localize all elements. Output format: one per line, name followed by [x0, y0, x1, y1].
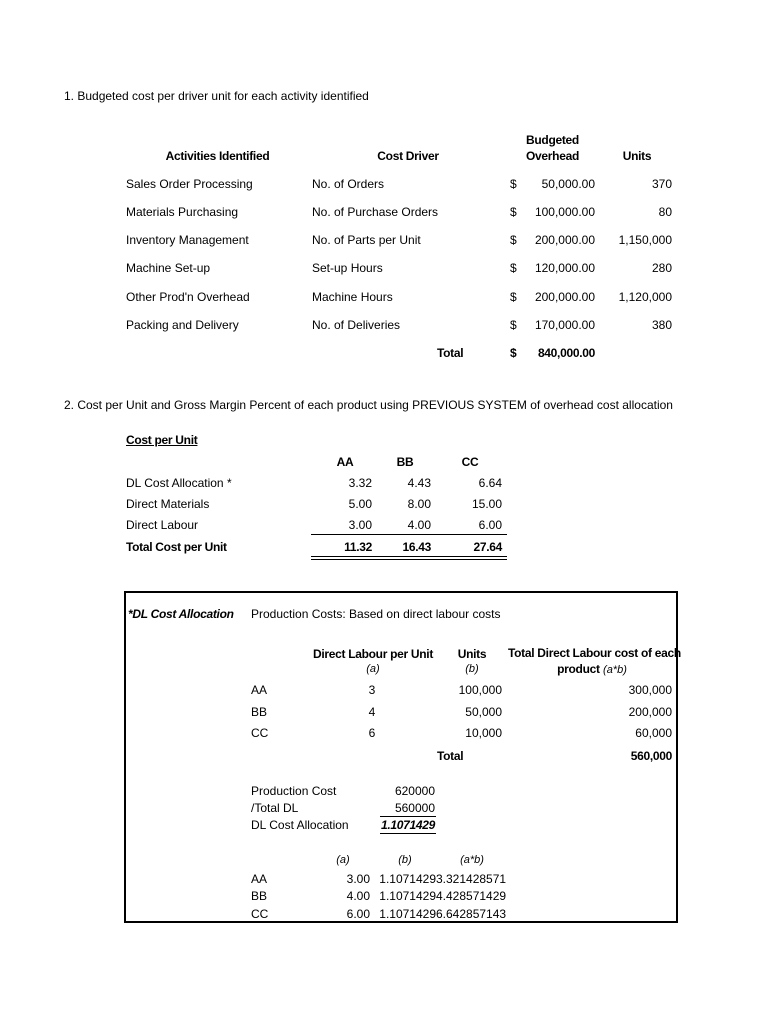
alloc-a: 4.00	[346, 889, 370, 903]
budgeted-overhead: 50,000.00	[541, 177, 595, 191]
total-dl-label: /Total DL	[251, 801, 299, 815]
production-cost-label: Production Cost	[251, 784, 337, 798]
production-cost-value: 620000	[394, 784, 435, 798]
cost-bb: 4.00	[407, 518, 431, 532]
header-overhead-line2: Overhead	[526, 149, 579, 163]
total-underline-2	[311, 559, 507, 560]
allocation-rate-value: 1.1071429	[380, 818, 435, 832]
dl-total-value: 560,000	[630, 749, 672, 763]
dl-units: 10,000	[465, 726, 502, 740]
currency-symbol: $	[510, 177, 517, 191]
activity-name: Materials Purchasing	[126, 205, 239, 219]
total-dl-value: 560000	[394, 801, 435, 815]
dl-box-title: *DL Cost Allocation	[128, 607, 234, 621]
dl-per-unit: 4	[368, 705, 376, 719]
dl-header-per-unit: Direct Labour per Unit	[312, 647, 434, 661]
section2-title: 2. Cost per Unit and Gross Margin Percent of each product using PREVIOUS SYSTEM of overhead cost allocation	[64, 398, 673, 412]
dl-total: 60,000	[635, 726, 672, 740]
activity-name: Machine Set-up	[126, 261, 211, 275]
column-header-bb: BB	[396, 455, 414, 469]
cost-driver: Machine Hours	[312, 290, 393, 304]
total-cost-aa: 11.32	[344, 540, 372, 554]
units-value: 80	[658, 205, 672, 219]
section1-title: 1. Budgeted cost per driver unit for each activity identified	[64, 89, 369, 103]
alloc-header-a: (a)	[336, 854, 350, 866]
activity-name: Packing and Delivery	[126, 318, 239, 332]
cost-driver: No. of Purchase Orders	[312, 205, 439, 219]
alloc-ab: 4.428571429	[436, 889, 507, 903]
allocation-rate-label: DL Cost Allocation	[251, 818, 349, 832]
dl-units: 50,000	[465, 705, 502, 719]
column-header-aa: AA	[336, 455, 354, 469]
cost-per-unit-subtitle: Cost per Unit	[126, 433, 198, 447]
units-value: 1,150,000	[618, 233, 672, 247]
header-cost-driver: Cost Driver	[377, 149, 439, 163]
allocation-divider-bottom	[380, 833, 436, 834]
dl-total: 200,000	[628, 705, 672, 719]
cost-aa: 3.00	[348, 518, 372, 532]
alloc-product: BB	[251, 889, 268, 903]
currency-symbol: $	[510, 233, 517, 247]
dl-header-units: Units	[457, 647, 487, 661]
cost-row-label: Direct Materials	[126, 497, 210, 511]
dl-per-unit: 6	[368, 726, 376, 740]
currency-symbol: $	[510, 205, 517, 219]
total-label: Total	[437, 346, 464, 360]
budgeted-overhead: 120,000.00	[534, 261, 595, 275]
cost-bb: 8.00	[407, 497, 431, 511]
cost-bb: 4.43	[407, 476, 431, 490]
dl-product: CC	[251, 726, 269, 740]
alloc-product: CC	[251, 907, 269, 921]
cost-cc: 15.00	[471, 497, 502, 511]
total-overhead: 840,000.00	[537, 346, 595, 360]
dl-header-total-line1: Total Direct Labour cost of each	[508, 646, 681, 660]
cost-driver: Set-up Hours	[312, 261, 383, 275]
total-currency: $	[510, 346, 517, 360]
cost-driver: No. of Parts per Unit	[312, 233, 421, 247]
alloc-ab: 3.321428571	[436, 872, 507, 886]
alloc-header-b: (b)	[398, 854, 412, 866]
dl-header-units-sub: (b)	[465, 663, 479, 675]
alloc-ab: 6.642857143	[436, 907, 507, 921]
total-cost-bb: 16.43	[402, 540, 431, 554]
currency-symbol: $	[510, 318, 517, 332]
activity-name: Inventory Management	[126, 233, 249, 247]
activity-name: Other Prod'n Overhead	[126, 290, 250, 304]
dl-per-unit: 3	[368, 683, 376, 697]
units-value: 370	[651, 177, 672, 191]
budgeted-overhead: 200,000.00	[534, 290, 595, 304]
dl-total-label: Total	[437, 749, 464, 763]
dl-header-total-line2	[508, 662, 676, 677]
cost-driver: No. of Orders	[312, 177, 385, 191]
alloc-product: AA	[251, 872, 268, 886]
budgeted-overhead: 200,000.00	[534, 233, 595, 247]
dl-box-description: Production Costs: Based on direct labour costs	[251, 607, 501, 621]
column-header-cc: CC	[461, 455, 479, 469]
activity-name: Sales Order Processing	[126, 177, 253, 191]
subtotal-divider	[311, 534, 507, 535]
alloc-b: 1.1071429	[379, 907, 436, 921]
cost-cc: 6.64	[478, 476, 502, 490]
total-cost-cc: 27.64	[473, 540, 502, 554]
cost-cc: 6.00	[478, 518, 502, 532]
alloc-a: 3.00	[346, 872, 370, 886]
dl-header-total-product: product	[557, 662, 600, 676]
dl-product: BB	[251, 705, 268, 719]
alloc-b: 1.1071429	[379, 872, 436, 886]
alloc-b: 1.1071429	[379, 889, 436, 903]
units-value: 280	[651, 261, 672, 275]
currency-symbol: $	[510, 261, 517, 275]
header-units: Units	[622, 149, 652, 163]
dl-total: 300,000	[628, 683, 672, 697]
currency-symbol: $	[510, 290, 517, 304]
units-value: 1,120,000	[618, 290, 672, 304]
header-activities: Activities Identified	[165, 149, 270, 163]
cost-row-label: DL Cost Allocation *	[126, 476, 232, 490]
budgeted-overhead: 100,000.00	[534, 205, 595, 219]
dl-header-total-sub: (a*b)	[603, 664, 627, 676]
dl-header-per-unit-sub: (a)	[366, 663, 380, 675]
budgeted-overhead: 170,000.00	[534, 318, 595, 332]
total-underline-1	[311, 556, 507, 557]
alloc-header-ab: (a*b)	[460, 854, 484, 866]
cost-aa: 3.32	[348, 476, 372, 490]
dl-product: AA	[251, 683, 268, 697]
cost-aa: 5.00	[348, 497, 372, 511]
alloc-a: 6.00	[346, 907, 370, 921]
cost-row-label: Direct Labour	[126, 518, 199, 532]
cost-driver: No. of Deliveries	[312, 318, 401, 332]
total-cost-label: Total Cost per Unit	[126, 540, 227, 554]
allocation-divider-top	[380, 816, 436, 817]
dl-units: 100,000	[458, 683, 502, 697]
units-value: 380	[651, 318, 672, 332]
header-budgeted-line1: Budgeted	[526, 133, 579, 147]
